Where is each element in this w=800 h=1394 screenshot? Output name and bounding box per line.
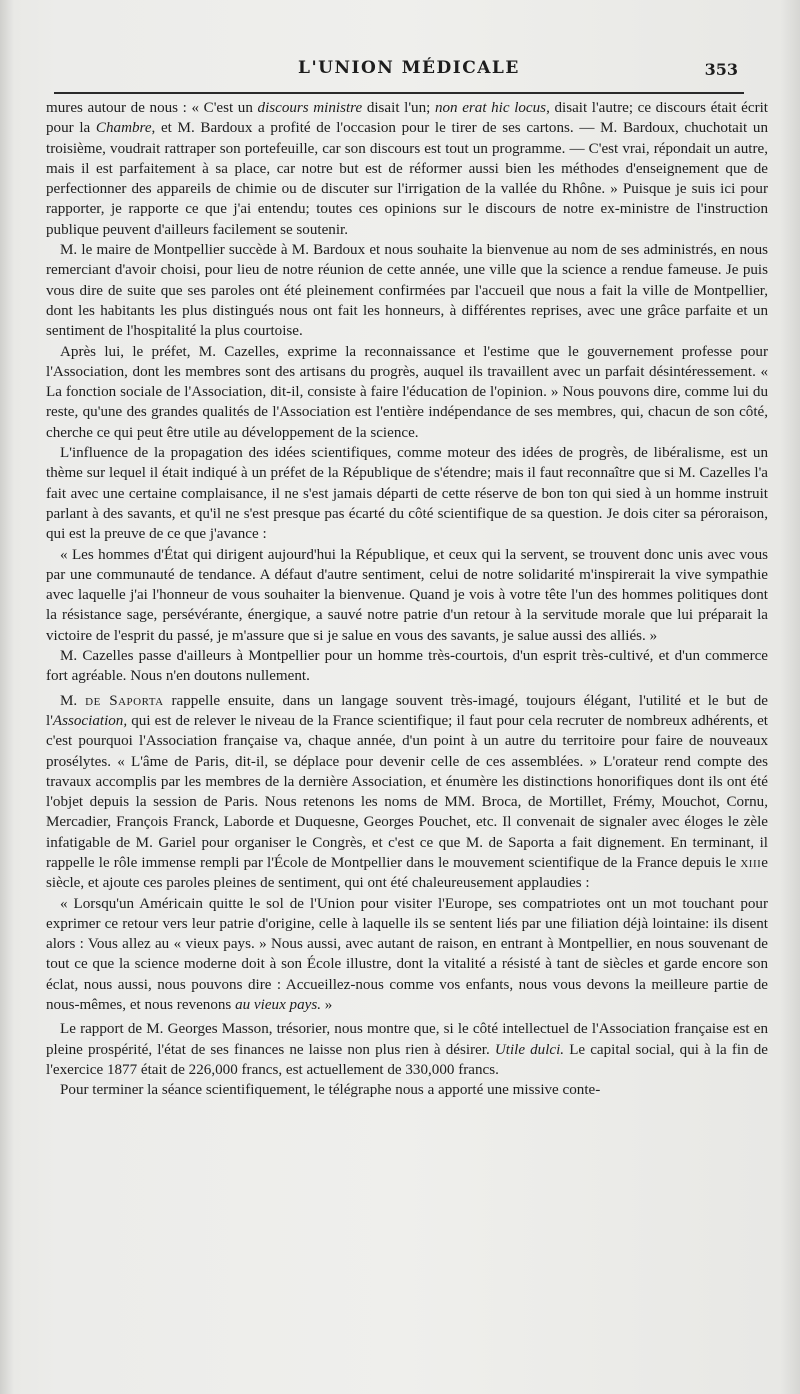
- paragraph: [46, 443, 768, 544]
- italic-text: Utile dulci.: [494, 1041, 565, 1058]
- italic-text: Association,: [52, 712, 128, 729]
- text-run: mures autour de nous : « C'est un: [46, 100, 258, 116]
- paragraph: [46, 98, 768, 240]
- italic-text: au vieux pays.: [235, 997, 321, 1014]
- text-run: L'influence de la propagation des idées scientifiques, comme moteur des idées de progrès, de libéralisme, est un thème sur lequel il était indiqué à un préfet de la République de s'étendre; mais il faut reconnaître que si M. Cazelles l'a fait avec une certaine complaisance, il ne s'est jamais départi de cette réserve de bon ton qui sied à un homme instruit parlant à des savants, et qu'il ne s'est presque pas écarté du côté scientifique de sa question. Je dois citer sa péroraison, qui est la preuve de ce que j'avance :: [46, 445, 768, 543]
- italic-text: Chambre: [95, 120, 152, 137]
- quote-paragraph: [46, 894, 768, 1016]
- text-run: Le rapport de M. Georges Masson, trésorier, nous montre que, si le côté intellectuel de l'Association française est en pleine prospérité, l'état de ses finances ne laisse non plus rien à désirer.: [46, 1021, 768, 1058]
- text-run: disait l'un;: [362, 100, 435, 116]
- paragraph: [46, 691, 768, 894]
- text-run: M. Cazelles passe d'ailleurs à Montpellier pour un homme très-courtois, d'un esprit très-cultivé, et d'un commerce fort agréable. Nous n'en doutons nullement.: [46, 648, 768, 685]
- text-run: »: [320, 997, 333, 1014]
- text-run: e siècle, et ajoute ces paroles pleines de sentiment, qui ont été chaleureusement applaudies :: [46, 854, 768, 892]
- running-header: [0, 54, 800, 82]
- text-run: , disait l'autre; ce discours était écrit pour la: [46, 100, 768, 137]
- text-run: « Les hommes d'État qui dirigent aujourd'hui la République, et ceux qui la servent, se trouvent donc unis avec vous par une communauté de tendance. A défaut d'autre sentiment, celui de notre solidarité m'inspirerait la vive sympathie avec laquelle j'ai l'honneur de vous souhaiter la bienvenue. Quand je vois à votre tête l'un des hommes politiques dont la résistance sage, persévérante, énergique, a sauvé notre patrie d'un retour à la servitude morale que lui préparait la victoire de l'esprit du passé, je m'assure que si je salue en vous des savants, je salue aussi des alliés. »: [46, 546, 768, 644]
- text-run: rappelle ensuite, dans un langage souvent très-imagé, toujours élégant, l'utilité et le but de l': [46, 692, 769, 729]
- text-run: Pour terminer la séance scientifiquement, le télégraphe nous a apporté une missive conte-: [60, 1082, 601, 1099]
- italic-text: non erat hic locus: [434, 100, 547, 116]
- text-run: « Lorsqu'un Américain quitte le sol de l'Union pour visiter l'Europe, ses compatriotes ont un mot touchant pour exprimer ce retour vers leur patrie d'origine, celle à laquelle ils se sentent liés par une filiation déjà lointaine: ils disent alors : Vous allez au « vieux pays. » Nous aussi, avec autant de raison, en entrant à Montpellier, en nous souvenant de tout ce que la science moderne doit à son École illustre, dont la vitalité a résisté à tant de siècles et garde encore son éclat, nous aussi, nous pouvons dire : Accueillez-nous comme vos enfants, nous vous devons la meilleure partie de nous-mêmes, et nous revenons: [46, 895, 768, 1014]
- small-caps-text: xiii: [740, 854, 762, 871]
- page-number: 353: [704, 60, 738, 79]
- header-rule: [54, 92, 744, 94]
- text-run: qui est de relever le niveau de la France scientifique; il faut pour cela recruter de nombreux adhérents, et c'est pourquoi l'Association française va, chaque année, d'un point à un autre du territoire pour faire de nouveaux prosélytes. « L'âme de Paris, dit-il, se déplace pour devenir celle de ces assemblées. » L'orateur rend compte des travaux accomplis par les membres de la dernière Association, et énumère les distinctions honorifiques dont ils ont été l'objet depuis la session de Paris. Nous retenons les noms de MM. Broca, de Mortillet, Frémy, Mouchot, Cornu, Mercadier, François Franck, Laborde et Duquesne, Georges Pouchet, etc. Il convenait de signaler avec éloges le zèle infatigable de M. Gariel pour organiser le Congrès, et c'est ce que M. de Saporta a fait dignement. En terminant, il rappelle le rôle immense rempli par l'École de Montpellier dans le mouvement scientifique de la France depuis le: [46, 712, 768, 871]
- paragraph: [46, 1019, 768, 1080]
- article-body: [46, 98, 768, 1101]
- text-run: M. le maire de Montpellier succède à M. Bardoux et nous souhaite la bienvenue au nom de ses administrés, en nous remerciant d'avoir choisi, pour lieu de notre réunion de cette année, une ville que la science a rendue fameuse. Je puis vous dire de suite que ses paroles ont été pleinement confirmées par l'accueil que nous a fait la ville de Montpellier, dont les habitants les plus distingués nous ont fait les honneurs, à différentes reprises, avec une grâce parfaite et un sentiment de l'hospitalité la plus courtoise.: [46, 242, 768, 340]
- paragraph: [46, 342, 768, 443]
- text-run: Après lui, le préfet, M. Cazelles, exprime la reconnaissance et l'estime que le gouvernement professe pour l'Association, dont les membres sont des artisans du progrès, auquel ils travaillent avec un parfait désintéressement. « La fonction sociale de l'Association, dit-il, consiste à faire l'éducation de l'opinion. » Nous pouvons dire, comme lui du reste, qu'une des grandes qualités de l'Association est l'entière indépendance de ses membres, qui, chacun de son côté, cherche ce qui peut être utile au développement de la science.: [46, 343, 768, 441]
- paragraph: [46, 240, 768, 341]
- text-run: M.: [60, 692, 86, 709]
- paragraph: [46, 646, 768, 687]
- small-caps-text: de Saporta: [85, 692, 164, 709]
- paragraph: [46, 1080, 768, 1100]
- journal-title: L'UNION MÉDICALE: [298, 58, 520, 78]
- italic-text: discours ministre: [257, 100, 363, 116]
- text-run: Le capital social, qui à la fin de l'exercice 1877 était de 226,000 francs, est actuellement de 330,000 francs.: [46, 1041, 768, 1078]
- quote-paragraph: [46, 545, 768, 646]
- text-run: , et M. Bardoux a profité de l'occasion pour le tirer de ses cartons. — M. Bardoux, chuchotait un troisième, voudrait rattraper son portefeuille, car son discours est tout un programme. — C'est vrai, répondait un autre, mais il est parfaitement à sa place, car notre but est de réformer aussi bien les méthodes d'enseignement que de perfectionner des appareils de chimie ou de discuter sur l'irrigation de la vallée du Rhône. » Puisque je suis ici pour rapporter, je rapporte ce que j'ai entendu; toutes ces opinions sur le discours de notre ex-ministre de l'instruction publique peuvent d'ailleurs facilement se soutenir.: [46, 120, 769, 238]
